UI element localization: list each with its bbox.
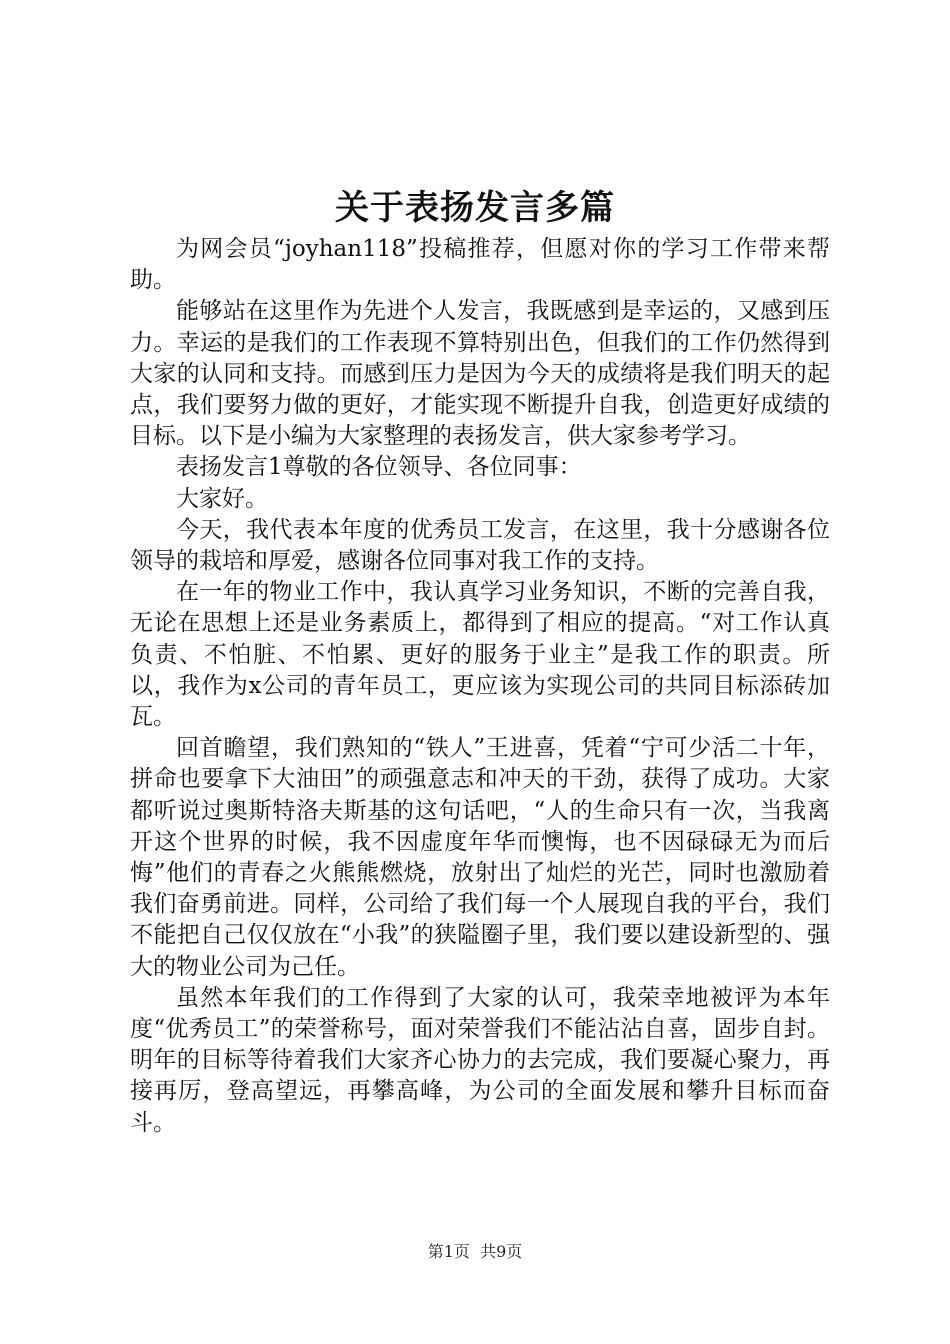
paragraph-reflection: 回首瞻望，我们熟知的“铁人”王进喜，凭着“宁可少活二十年，拼命也要拿下大油田”的顽强意志和冲天的干劲，获得了成功。大家都听说过奥斯特洛夫斯基的这句话吧，“人的生命只有一次，当我离开这个世界的时候，我不因虚度年华而懊悔，也不因碌碌无为而后悔”他们的青春之火熊熊燃烧，放射出了灿烂的光芒，同时也激励着我们奋勇前进。同样，公司给了我们每一个人展现自我的平台，我们不能把自己仅仅放在“小我”的狭隘圈子里，我们要以建设新型的、强大的物业公司为己任。 [130,735,830,980]
paragraph-thanks: 今天，我代表本年度的优秀员工发言，在这里，我十分感谢各位领导的栽培和厚爱，感谢各位同事对我工作的支持。 [130,516,830,575]
paragraph-work: 在一年的物业工作中，我认真学习业务知识，不断的完善自我，无论在思想上还是业务素质上，都得到了相应的提高。“对工作认真负责、不怕脏、不怕累、更好的服务于业主”是我工作的职责。所以，我作为x公司的青年员工，更应该为实现公司的共同目标添砖加瓦。 [130,579,830,731]
paragraph-closing: 虽然本年我们的工作得到了大家的认可，我荣幸地被评为本年度“优秀员工”的荣誉称号，面对荣誉我们不能沾沾自喜，固步自封。明年的目标等待着我们大家齐心协力的去完成，我们要凝心聚力，再接再厉，登高望远，再攀高峰，为公司的全面发展和攀升目标而奋斗。 [130,984,830,1136]
paragraph-greeting: 大家好。 [176,485,268,512]
paragraph-speech-heading: 表扬发言1尊敬的各位领导、各位同事： [176,454,582,481]
paragraph-intro: 为网会员“joyhan118”投稿推荐，但愿对你的学习工作带来帮助。 [130,236,830,294]
document-body [130,234,830,1139]
paragraph-opening: 能够站在这里作为先进个人发言，我既感到是幸运的，又感到压力。幸运的是我们的工作表现不算特别出色，但我们的工作仍然得到大家的认同和支持。而感到压力是因为今天的成绩将是我们明天的起点，我们要努力做的更好，才能实现不断提升自我，创造更好成绩的目标。以下是小编为大家整理的表扬发言，供大家参考学习。 [130,298,830,450]
page-footer: 第1页 共9页 [427,1242,523,1261]
document-title: 关于表扬发言多篇 [335,188,615,228]
